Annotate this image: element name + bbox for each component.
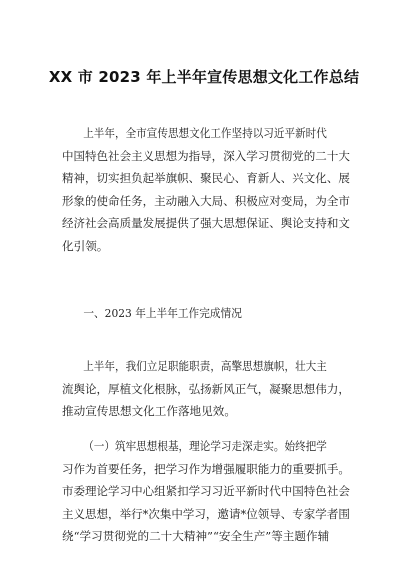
text-line: 上半年，我们立足职能职责，高擎思想旗帜，壮大主 [83,359,327,374]
text-line: 经济社会高质量发展提供了强大思想保证、舆论支持和文 [62,216,350,231]
text-line: 中国特色社会主义思想为指导，深入学习贯彻党的二十大 [62,148,350,163]
text-line: 上半年，全市宣传思想文化工作坚持以习近平新时代 [83,126,327,140]
text-line: （一）筑牢思想根基，理论学习走深走实。始终把学 [83,439,327,453]
text-line: 精神，切实担负起举旗帜、聚民心、育新人、兴文化、展 [62,171,350,186]
text-line: 形象的使命任务，主动融入大局、积极应对变局，为全市 [62,193,350,208]
document-title: XX 市 2023 年上半年宣传思想文化工作总结 [48,68,360,86]
section-1-paragraph [62,435,350,548]
text-line: 主义思想，举行*次集中学习，邀请*位领导、专家学者围 [62,506,350,521]
section-heading [62,302,350,325]
intro-paragraph [62,122,350,258]
text-line: 市委理论学习中心组紧扣学习习近平新时代中国特色社会 [62,484,350,499]
text-line: 绕“学习贯彻党的二十大精神”“安全生产”等主题作辅 [62,529,330,544]
text-line: 推动宣传思想文化工作落地见效。 [62,404,236,419]
text-line: 习作为首要任务，把学习作为增强履职能力的重要抓手。 [62,461,350,476]
heading-text: 一、2023 年上半年工作完成情况 [83,306,242,320]
summary-paragraph [62,355,350,423]
text-line: 流舆论，厚植文化根脉，弘扬新风正气，凝聚思想伟力， [62,381,350,396]
text-line: 化引领。 [62,238,109,253]
